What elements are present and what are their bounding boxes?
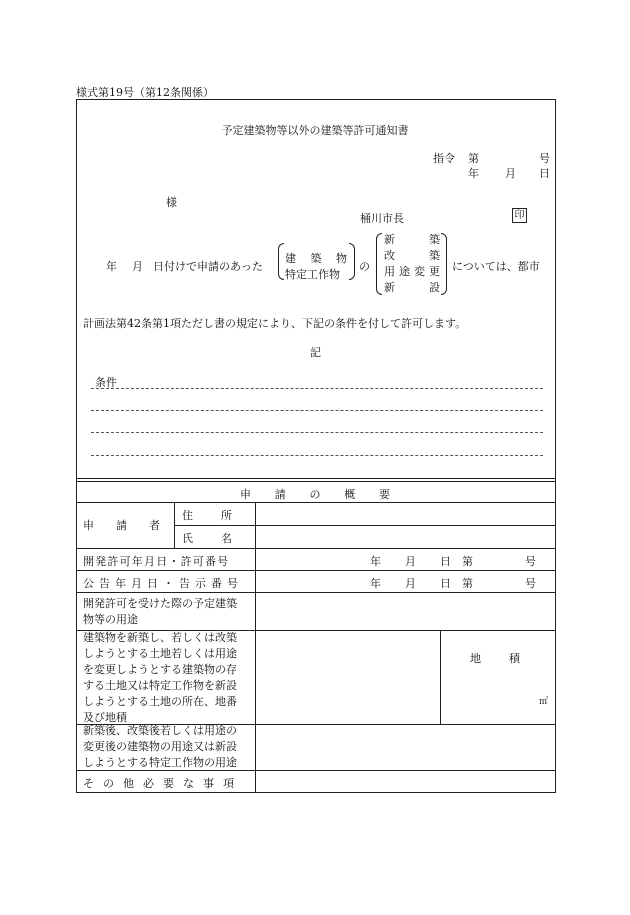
action-new-install-char-1: 新	[384, 281, 395, 294]
planned-use-line-2: 物等の用途	[83, 613, 138, 626]
bracket-actions-left	[376, 233, 382, 295]
notice-month: 月	[405, 577, 416, 590]
body-after: については、都市	[452, 260, 540, 273]
month-label: 月	[505, 167, 516, 180]
other-label: その他必要な事項	[83, 777, 243, 790]
land-line-1: 建築物を新築し、若しくは改築	[83, 631, 237, 644]
summary-header-1: 申	[240, 488, 251, 501]
section-divider-1	[76, 478, 556, 479]
action-rebuild-char-1: 改	[384, 249, 395, 262]
devpermit-year: 年	[370, 555, 381, 568]
col-line-area	[440, 630, 441, 724]
seal-mark: 印	[512, 208, 527, 223]
actions-list	[384, 232, 440, 296]
section-divider-2	[76, 481, 556, 482]
notice-year: 年	[370, 577, 381, 590]
devpermit-dai: 第	[462, 555, 473, 568]
planned-use-label	[83, 596, 237, 628]
land-line-3: を変更しようとする建築物の存	[83, 663, 237, 676]
notice-gou: 号	[525, 577, 536, 590]
date-year: 年	[106, 260, 117, 273]
action-use-change-char-2: 途	[399, 265, 410, 278]
action-new-build-char-1: 新	[384, 233, 395, 246]
object-building-char-1: 建	[285, 252, 296, 265]
action-use-change-char-4: 更	[429, 265, 440, 278]
condition-line-2	[91, 410, 543, 411]
area-label: 地積	[470, 652, 548, 665]
action-use-change-char-1: 用	[384, 265, 395, 278]
action-new-build-char-2: 築	[429, 233, 440, 246]
devpermit-day: 日	[440, 555, 451, 568]
address-label: 住所	[182, 509, 260, 522]
summary-header-3: の	[309, 488, 321, 501]
devpermit-month: 月	[405, 555, 416, 568]
action-rebuild-char-2: 築	[429, 249, 440, 262]
action-new-install-char-2: 設	[429, 281, 440, 294]
name-label: 氏名	[182, 532, 260, 545]
row-line-applicant	[76, 548, 556, 549]
notice-label: 公告年月日・告示番号	[83, 577, 243, 590]
notice-dai: 第	[462, 577, 473, 590]
land-line-5: しようとする土地の所在、地番	[83, 695, 237, 708]
bracket-objects-left	[278, 243, 284, 280]
bracket-objects-right	[349, 243, 355, 280]
action-use-change-char-3: 変	[414, 265, 425, 278]
body-line2: 計画法第42条第1項ただし書の規定により、下記の条件を付して許可します。	[83, 317, 467, 330]
day-label: 日	[539, 167, 550, 180]
action-new-install	[384, 280, 440, 296]
document-title: 予定建築物等以外の建築等許可通知書	[221, 124, 409, 137]
row-line-address	[174, 525, 556, 526]
date-suffix: 日付けで申請のあった	[153, 260, 263, 273]
issuer-name: 桶川市長	[360, 212, 404, 225]
condition-line-3	[91, 432, 543, 433]
land-line-6: 及び地積	[83, 711, 127, 724]
action-use-change	[384, 264, 440, 280]
after-use-line-1: 新築後、改築後若しくは用途の	[83, 724, 237, 737]
row-line-devpermit	[76, 570, 556, 571]
condition-line-4	[91, 455, 543, 456]
object-building	[285, 250, 347, 266]
ki-label: 記	[310, 346, 321, 359]
gou-label: 号	[539, 152, 550, 165]
addressee-sama: 様	[166, 196, 177, 209]
applicant-label: 申請者	[83, 519, 182, 532]
conditions-label: 条件	[95, 376, 117, 389]
area-unit: ㎡	[539, 697, 549, 707]
planned-use-line-1: 開発許可を受けた際の予定建築	[83, 597, 237, 610]
summary-header-5: 要	[379, 488, 390, 501]
land-line-4: する土地又は特定工作物を新設	[83, 679, 237, 692]
shirei-label: 指令	[433, 152, 455, 165]
form-number: 様式第19号（第12条関係）	[76, 86, 214, 99]
particle-no: の	[359, 260, 370, 273]
devpermit-gou: 号	[525, 555, 536, 568]
object-building-char-3: 物	[336, 252, 347, 265]
bracket-actions-right	[441, 233, 447, 295]
action-new-build	[384, 232, 440, 248]
notice-day: 日	[440, 577, 451, 590]
dai-label: 第	[468, 152, 479, 165]
land-label	[83, 630, 237, 726]
object-building-char-2: 築	[310, 252, 322, 265]
summary-header-2: 請	[274, 488, 286, 501]
summary-header	[240, 486, 390, 502]
after-use-line-3: しようとする特定工作物の用途	[83, 756, 237, 769]
after-use-label	[83, 723, 237, 771]
year-label: 年	[468, 167, 479, 180]
dev-permit-label: 開発許可年月日・許可番号	[83, 555, 230, 568]
condition-line-1	[91, 388, 543, 389]
object-structure: 特定工作物	[285, 268, 340, 281]
after-use-line-2: 変更後の建築物の用途又は新設	[83, 740, 237, 753]
summary-header-4: 概	[344, 488, 356, 501]
date-month: 月	[132, 260, 143, 273]
action-rebuild	[384, 248, 440, 264]
row-line-header	[76, 502, 556, 503]
land-line-2: しようとする土地若しくは用途	[83, 647, 237, 660]
row-line-notice	[76, 592, 556, 593]
